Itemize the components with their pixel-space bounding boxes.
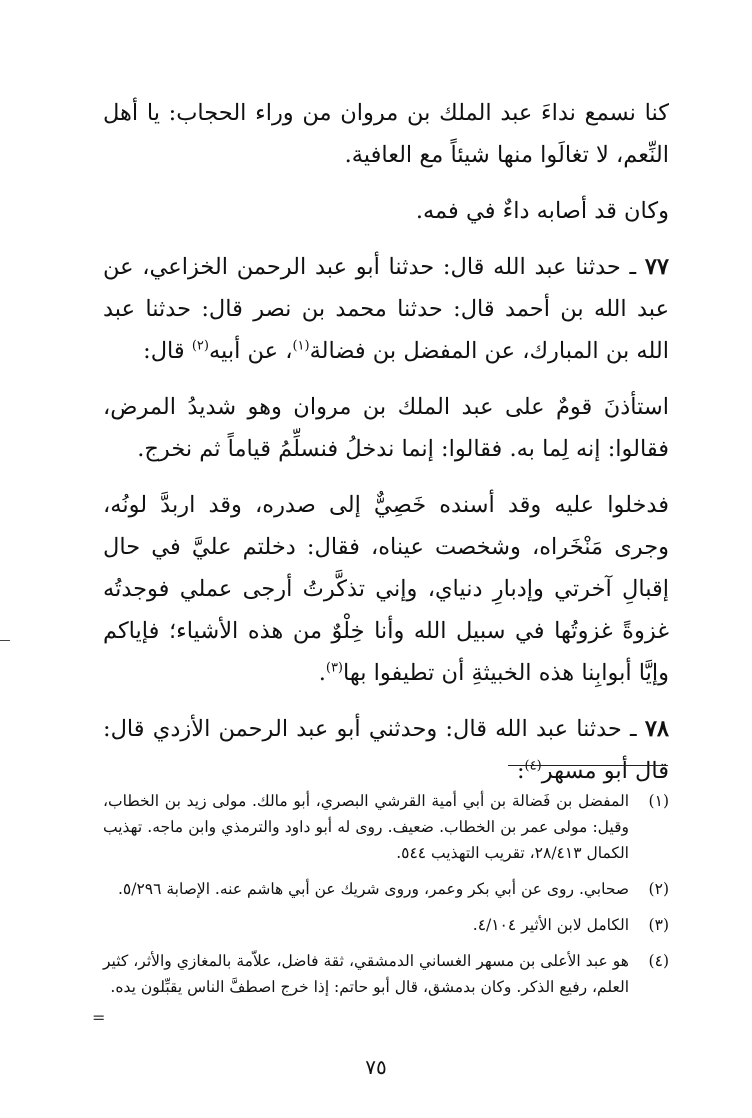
hadith-78 — [103, 708, 669, 792]
margin-mark: = — [92, 1008, 106, 1027]
margin-tick — [0, 640, 10, 641]
footnote-ref[interactable]: (٢) — [191, 338, 209, 354]
hadith-text: قال: — [143, 338, 192, 364]
hadith-77 — [103, 246, 669, 372]
hadith-text: ، عن أبيه — [208, 338, 293, 364]
footnote-2 — [103, 876, 669, 902]
paragraph-text: . — [318, 660, 326, 686]
hadith-text: : — [516, 758, 525, 784]
hadith-text: ـ حدثنا عبد الله قال: حدثنا أبو عبد الرحمن الخزاعي، عن عبد الله بن أحمد قال: حدثنا محمد بن نصر قال: حدثنا عبد الله بن المبارك، عن المفضل بن فضالة — [103, 254, 669, 364]
paragraph-text: فدخلوا عليه وقد أسنده خَصِيٌّ إلى صدره، وقد اربدَّ لونُه، وجرى مَنْخَراه، وشخصت عيناه، فقال: دخلتم عليَّ في حال إقبالِ آخرتي وإدبارِ دنياي، وإني تذكَّرتُ أرجى عملي فوجدتُه غزوةً غزوتُها في سبيل الله وأنا خِلْوٌ من هذه الأشياء؛ فإياكم وإيَّا أبوابِنا هذه الخبيثةِ أن تطيفوا بها — [103, 492, 669, 686]
footnote-1 — [103, 788, 669, 866]
paragraph-1: كنا نسمع نداءَ عبد الملك بن مروان من وراء الحجاب: يا أهل النِّعم، لا تغالَوا منها شيئاً مع العافية. — [103, 100, 669, 168]
main-text — [103, 92, 669, 792]
footnote-ref[interactable]: (١) — [292, 338, 310, 354]
footnote-divider — [508, 765, 668, 766]
footnote-3 — [103, 912, 669, 938]
footnote-number: (٣) — [648, 916, 669, 934]
paragraph-4: استأذنَ قومٌ على عبد الملك بن مروان وهو شديدُ المرض، فقالوا: إنه لِما به. فقالوا: إنما ندخلُ فنسلِّمُ قياماً ثم نخرج. — [103, 394, 669, 462]
footnote-number: (٤) — [648, 952, 669, 970]
footnote-text: صحابي. روى عن أبي بكر وعمر، وروى شريك عن أبي هاشم عنه. الإصابة ٥/٢٩٦. — [117, 880, 629, 898]
paragraph-5 — [103, 484, 669, 694]
footnote-text: المفضل بن فَضالة بن أبي أمية القرشي البصري، أبو مالك. مولى زيد بن الخطاب، وقيل: مولى عمر بن الخطاب. ضعيف. روى له أبو داود والترمذي وابن ماجه. تهذيب الكمال ٢٨/٤١٣، تقريب التهذيب ٥٤٤. — [103, 792, 629, 862]
paragraph-2: وكان قد أصابه داءٌ في فمه. — [415, 198, 669, 224]
footnote-ref[interactable]: (٤) — [524, 758, 542, 774]
hadith-number: ٧٧ — [644, 254, 669, 280]
hadith-text: ـ حدثنا عبد الله قال: وحدثني أبو عبد الرحمن الأزدي قال: قال أبو مسهر — [103, 716, 669, 784]
footnote-number: (٢) — [648, 880, 669, 898]
page-number: ٧٥ — [365, 1055, 387, 1079]
footnote-number: (١) — [648, 792, 669, 810]
footnotes — [103, 788, 669, 1010]
footnote-text: الكامل لابن الأثير ٤/١٠٤. — [472, 916, 629, 934]
hadith-number: ٧٨ — [644, 716, 669, 742]
footnote-text: هو عبد الأعلى بن مسهر الغساني الدمشقي، ثقة فاضل، علاّمة بالمغازي والأثر، كثير العلم، رفيع الذكر. وكان بدمشق، قال أبو حاتم: إذا خرج اصطفَّ الناس يقبِّلون يده. — [103, 952, 629, 996]
footnote-4 — [103, 948, 669, 1000]
footnote-ref[interactable]: (٣) — [325, 660, 343, 676]
